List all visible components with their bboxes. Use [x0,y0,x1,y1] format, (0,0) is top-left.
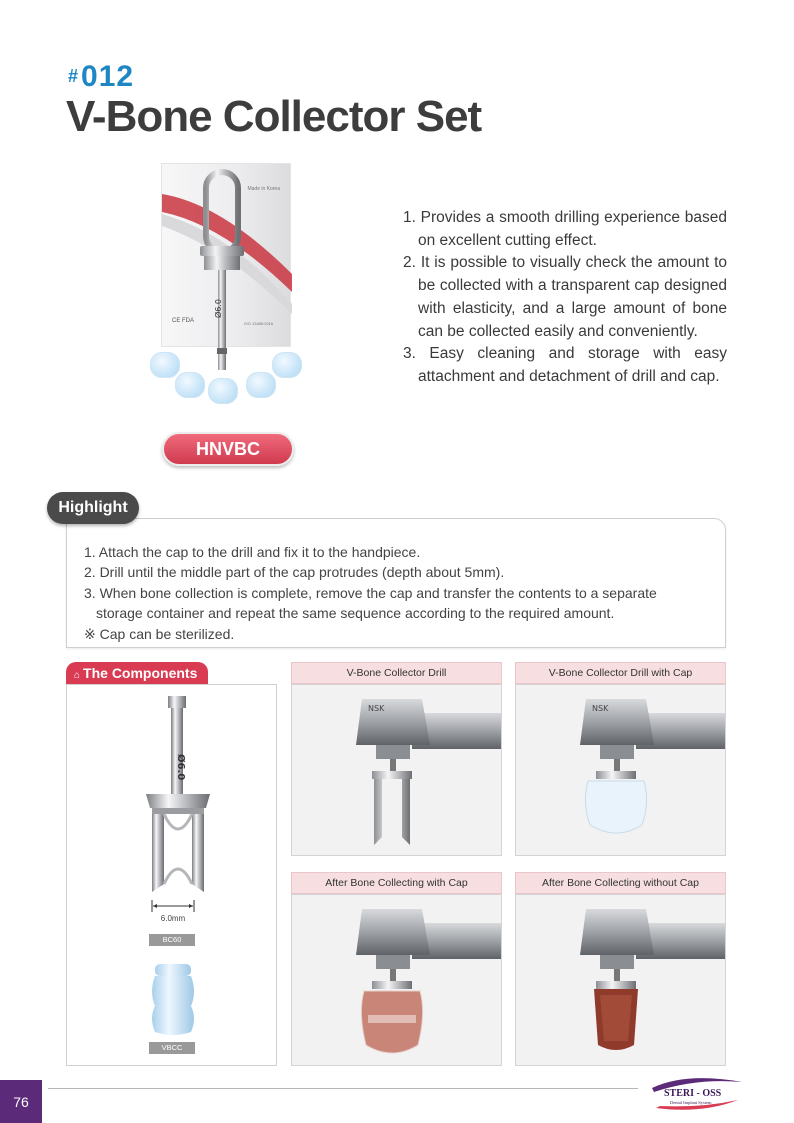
highlight-item: 2. Drill until the middle part of the cap protrudes (depth about 5mm). [84,564,505,581]
cap-image [150,352,180,378]
hero-drill-image [190,168,254,378]
box-made-in-label: Made in Korea [247,186,280,192]
photo-drill [291,684,502,856]
cap-image [208,378,238,404]
photo-after-without-cap [515,894,726,1066]
box-cert-text: ISO 13485:2016 [244,321,274,326]
product-number [68,60,134,94]
logo-name: STERI - OSS [664,1088,722,1099]
component-drill-mark: Ø6.0 [175,754,186,781]
footer-divider [48,1088,638,1089]
photo-title: V-Bone Collector Drill with Cap [515,662,726,684]
feature-item: 1. Provides a smooth drilling experience based on excellent cutting effect. [403,209,727,249]
feature-item: 3. Easy cleaning and storage with easy attachment and detachment of drill and cap. [403,345,727,385]
drill-code-label: BC60 [149,934,195,946]
dimension-label: 6.0mm [160,914,186,923]
photo-after-with-cap [291,894,502,1066]
cap-code-label: VBCC [149,1042,195,1054]
box-cert-marks: CE FDA [172,318,195,324]
cap-image [246,372,276,398]
component-cap-image [147,962,199,1038]
feature-list [403,207,727,389]
highlight-note: ※ Cap can be sterilized. [84,625,235,642]
product-number-value: 012 [81,60,135,93]
steri-oss-logo [646,1074,746,1114]
photo-title: After Bone Collecting without Cap [515,872,726,894]
logo-tagline: Dental Implant System [670,1100,712,1105]
component-drill-image [138,694,218,902]
tooth-icon: ⌂ [74,670,81,681]
hero-drill-mark: Ø6.0 [214,298,223,318]
dimension-arrow [150,898,196,914]
highlight-tab: Highlight [47,492,139,524]
feature-item: 2. It is possible to visually check the amount to be collected with a transparent cap designed with elasticity, and a large amount of bone can be collected easily and conveniently. [403,254,727,340]
highlight-item: 1. Attach the cap to the drill and fix it to the handpiece. [84,544,421,560]
highlight-item: storage container and repeat the same sequence according to the required amount. [96,605,615,622]
components-tab [66,662,208,684]
page-title: V-Bone Collector Set [66,92,482,141]
handpiece-brand: NSK [592,704,609,713]
highlight-item: 3. When bone collection is complete, remove the cap and transfer the contents to a separate [84,584,657,601]
product-code-badge: HNVBC [162,432,294,466]
photo-drill-with-cap [515,684,726,856]
cap-image [272,352,302,378]
photo-title: V-Bone Collector Drill [291,662,502,684]
handpiece-brand: NSK [368,704,385,713]
cap-image [175,372,205,398]
photo-title: After Bone Collecting with Cap [291,872,502,894]
highlight-list [84,542,724,644]
hash-symbol: # [68,66,80,86]
components-tab-label: The Components [83,665,198,681]
page-number: 76 [13,1094,29,1110]
